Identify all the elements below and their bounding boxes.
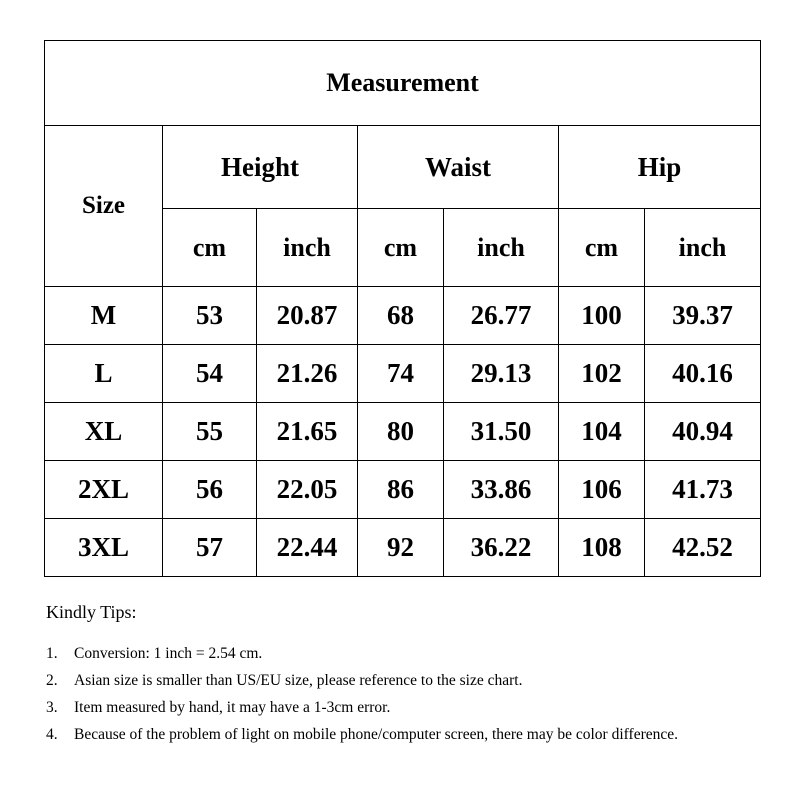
tip-text: Conversion: 1 inch = 2.54 cm. <box>74 645 263 662</box>
size-cell: M <box>45 287 163 345</box>
tips-list <box>46 642 766 747</box>
size-column-header: Size <box>45 126 163 287</box>
table-cell: 108 <box>559 519 645 577</box>
table-row <box>45 519 761 577</box>
hip-group-header: Hip <box>559 126 761 209</box>
table-cell: 41.73 <box>645 461 761 519</box>
tip-text: Asian size is smaller than US/EU size, please reference to the size chart. <box>74 672 523 689</box>
table-cell: 29.13 <box>444 345 559 403</box>
table-cell: 20.87 <box>257 287 358 345</box>
table-cell: 106 <box>559 461 645 519</box>
table-cell: 33.86 <box>444 461 559 519</box>
table-cell: 21.26 <box>257 345 358 403</box>
table-cell: 21.65 <box>257 403 358 461</box>
tip-text: Because of the problem of light on mobile phone/computer screen, there may be color difference. <box>74 726 678 743</box>
unit-header: inch <box>645 209 761 287</box>
table-cell: 100 <box>559 287 645 345</box>
table-row <box>45 461 761 519</box>
unit-header: inch <box>444 209 559 287</box>
tip-item <box>46 723 766 747</box>
table-cell: 40.16 <box>645 345 761 403</box>
table-cell: 26.77 <box>444 287 559 345</box>
table-row <box>45 287 761 345</box>
size-cell: 3XL <box>45 519 163 577</box>
table-cell: 22.05 <box>257 461 358 519</box>
size-cell: XL <box>45 403 163 461</box>
tips-title: Kindly Tips: <box>46 602 137 622</box>
table-cell: 54 <box>163 345 257 403</box>
table-cell: 31.50 <box>444 403 559 461</box>
tip-number: 4. <box>46 726 58 743</box>
table-cell: 92 <box>358 519 444 577</box>
kindly-tips <box>46 602 766 750</box>
waist-group-header: Waist <box>358 126 559 209</box>
tip-text: Item measured by hand, it may have a 1-3cm error. <box>74 699 391 716</box>
table-cell: 102 <box>559 345 645 403</box>
tip-item <box>46 642 766 666</box>
table-cell: 36.22 <box>444 519 559 577</box>
height-group-header: Height <box>163 126 358 209</box>
table-cell: 39.37 <box>645 287 761 345</box>
tip-number: 1. <box>46 645 58 662</box>
size-cell: 2XL <box>45 461 163 519</box>
unit-header: inch <box>257 209 358 287</box>
tip-number: 3. <box>46 699 58 716</box>
table-cell: 55 <box>163 403 257 461</box>
tip-item <box>46 669 766 693</box>
table-cell: 86 <box>358 461 444 519</box>
table-cell: 22.44 <box>257 519 358 577</box>
size-cell: L <box>45 345 163 403</box>
table-cell: 68 <box>358 287 444 345</box>
unit-header: cm <box>163 209 257 287</box>
size-chart-table <box>44 40 761 577</box>
table-title: Measurement <box>45 41 761 126</box>
table-cell: 74 <box>358 345 444 403</box>
table-row <box>45 345 761 403</box>
table-cell: 104 <box>559 403 645 461</box>
unit-header: cm <box>559 209 645 287</box>
tip-item <box>46 696 766 720</box>
table-cell: 40.94 <box>645 403 761 461</box>
tip-number: 2. <box>46 672 58 689</box>
table-cell: 53 <box>163 287 257 345</box>
unit-header: cm <box>358 209 444 287</box>
table-row <box>45 403 761 461</box>
table-cell: 57 <box>163 519 257 577</box>
table-cell: 42.52 <box>645 519 761 577</box>
table-cell: 80 <box>358 403 444 461</box>
table-cell: 56 <box>163 461 257 519</box>
